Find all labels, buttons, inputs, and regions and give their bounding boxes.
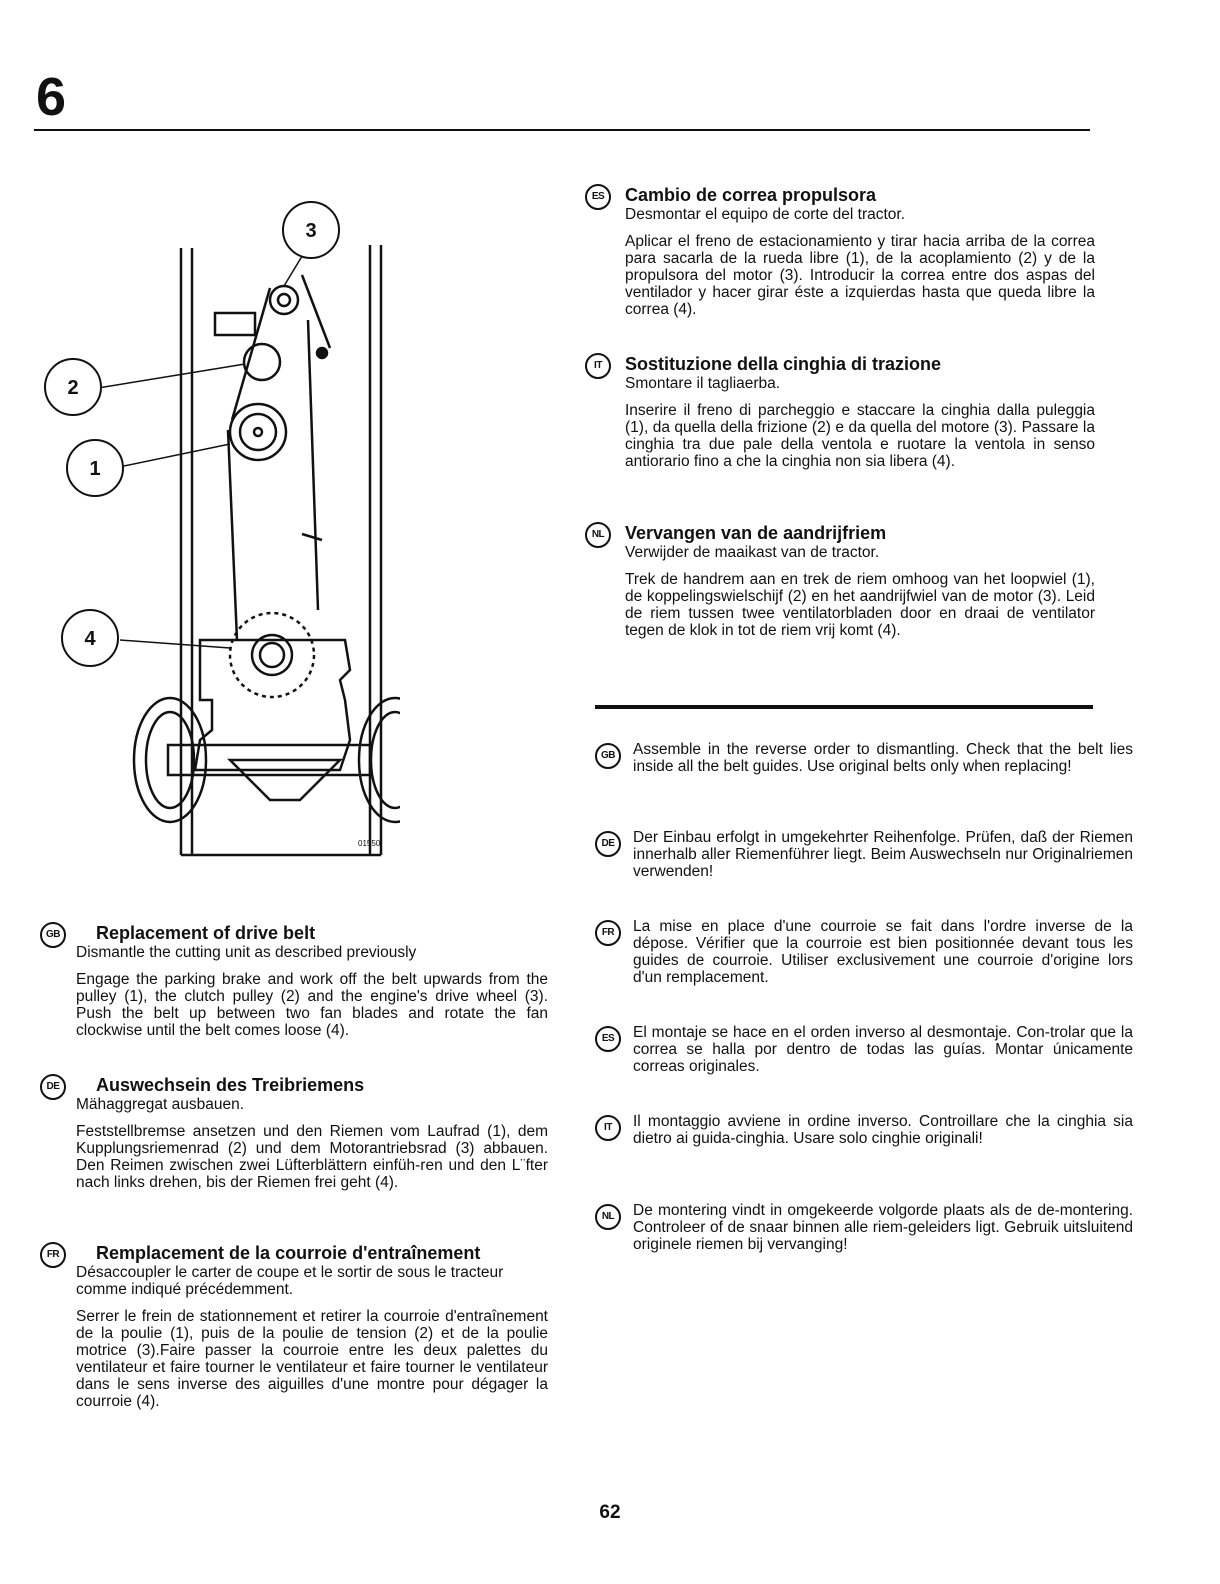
lang-de-icon: DE bbox=[40, 1074, 66, 1100]
section-de bbox=[40, 1074, 548, 1199]
lang-fr-icon: FR bbox=[595, 920, 621, 946]
section-gb bbox=[40, 922, 548, 1047]
section-subtitle: Dismantle the cutting unit as described previously bbox=[76, 944, 417, 961]
section-subtitle: Mähaggregat ausbauen. bbox=[76, 1096, 245, 1113]
lang-nl-icon: NL bbox=[585, 522, 611, 548]
section-subtitle: Verwijder de maaikast van de tractor. bbox=[625, 544, 880, 561]
lang-de-icon: DE bbox=[595, 831, 621, 857]
note-text: Der Einbau erfolgt in umgekehrter Reihenfolge. Prüfen, daß der Riemen innerhalb aller Riemenführer liegt. Beim Auswechseln nur Originalriemen verwenden! bbox=[633, 829, 1133, 880]
section-subtitle: Désaccoupler le carter de coupe et le sortir de sous le tracteur comme indiqué précédemment. bbox=[76, 1264, 504, 1298]
section-title: Vervangen van de aandrijfriem bbox=[625, 523, 887, 543]
section-subtitle: Smontare il tagliaerba. bbox=[625, 375, 781, 392]
lang-it-icon: IT bbox=[585, 353, 611, 379]
section-es bbox=[585, 184, 1095, 326]
note-text: La mise en place d'une courroie se fait dans l'ordre inverse de la dépose. Vérifier que la courroie est bien positionnée devant tous les guides de courroie. Utiliser exclusivement une courroie d'origine lors d'un remplacement. bbox=[633, 918, 1133, 986]
section-title: Replacement of drive belt bbox=[96, 923, 316, 943]
note-nl bbox=[595, 1202, 1133, 1253]
section-divider bbox=[595, 705, 1093, 709]
section-title: Remplacement de la courroie d'entraînement bbox=[96, 1243, 481, 1263]
drive-belt-diagram bbox=[40, 200, 400, 870]
section-body: Serrer le frein de stationnement et retirer la courroie d'entraînement de la poulie (1), puis de la poulie de tension (2) et de la poulie motrice (3).Faire passer la courroie entre les deux palettes du ventilateur et faire tourner le ventilateur et faire tourner le ventilateur dans le sens inverse des aiguilles d'une montre pour dégager la courroie (4). bbox=[76, 1308, 548, 1410]
section-title: Sostituzione della cinghia di trazione bbox=[625, 354, 942, 374]
lang-fr-icon: FR bbox=[40, 1242, 66, 1268]
callout-1: 1 bbox=[89, 458, 101, 480]
page-number: 62 bbox=[599, 1502, 621, 1523]
callout-4: 4 bbox=[84, 628, 96, 650]
section-body: Trek de handrem aan en trek de riem omhoog van het loopwiel (1), de koppelingswielschijf (2) en het aandrijfwiel van de motor (3). Leid de riem tussen twee ventilatorbladen door en draai de ventilator tegen de klok in tot de riem vrij komt (4). bbox=[625, 571, 1095, 639]
section-title: Auswechsein des Treibriemens bbox=[96, 1075, 365, 1095]
section-body: Aplicar el freno de estacionamiento y tirar hacia arriba de la correa para sacarla de la rueda libre (1), de la acoplamiento (2) y de la propulsora del motor (3). Introducir la correa entre dos aspas del ventilador y hacer girar éste a izquierdas hasta que queda libre la correa (4). bbox=[625, 233, 1095, 318]
header-rule bbox=[34, 129, 1090, 131]
lang-gb-icon: GB bbox=[595, 743, 621, 769]
section-title: Cambio de correa propulsora bbox=[625, 185, 877, 205]
lang-es-icon: ES bbox=[585, 184, 611, 210]
note-gb bbox=[595, 741, 1133, 775]
chapter-number: 6 bbox=[36, 67, 67, 127]
section-body: Inserire il freno di parcheggio e staccare la cinghia dalla puleggia (1), da quella della frizione (2) e da quella del motore (3). Passare la cinghia tra due pale della ventola e ruotare la ventola in senso antiorario fino a che la cinghia non sia libera (4). bbox=[625, 402, 1095, 470]
callout-3: 3 bbox=[305, 220, 317, 242]
section-fr bbox=[40, 1242, 548, 1418]
note-text: De montering vindt in omgekeerde volgorde plaats als de de-montering. Controleer of de snaar binnen alle riem-geleiders ligt. Gebruik uitsluitend originele riemen bij vervanging! bbox=[633, 1202, 1133, 1253]
note-text: Il montaggio avviene in ordine inverso. Controillare che la cinghia sia dietro ai guida-cinghia. Usare solo cinghie originali! bbox=[633, 1113, 1133, 1147]
lang-nl-icon: NL bbox=[595, 1204, 621, 1230]
note-text: El montaje se hace en el orden inverso al desmontaje. Con-trolar que la correa se halla por dentro de todas las guías. Montar únicamente correas originales. bbox=[633, 1024, 1133, 1075]
lang-gb-icon: GB bbox=[40, 922, 66, 948]
section-nl bbox=[585, 522, 1095, 647]
section-body: Feststellbremse ansetzen und den Riemen vom Laufrad (1), dem Kupplungsriemenrad (2) und dem Motorantriebsrad (3) abbauen. Den Reimen zwischen zwei Lüfterblättern einfüh-ren und den L¨fter nach links drehen, bis der Riemen frei geht (4). bbox=[76, 1123, 548, 1191]
note-es bbox=[595, 1024, 1133, 1075]
section-body: Engage the parking brake and work off the belt upwards from the pulley (1), the clutch pulley (2) and the engine's drive wheel (3). Push the belt up between two fan blades and rotate the fan clockwise until the belt comes loose (4). bbox=[76, 971, 548, 1039]
lang-it-icon: IT bbox=[595, 1115, 621, 1141]
diagram-code: 01550 bbox=[358, 839, 381, 848]
callout-2: 2 bbox=[67, 377, 79, 399]
section-it bbox=[585, 353, 1095, 478]
lang-es-icon: ES bbox=[595, 1026, 621, 1052]
note-de bbox=[595, 829, 1133, 880]
note-text: Assemble in the reverse order to dismantling. Check that the belt lies inside all the belt guides. Use original belts only when replacing! bbox=[633, 741, 1133, 775]
note-it bbox=[595, 1113, 1133, 1147]
note-fr bbox=[595, 918, 1133, 986]
section-subtitle: Desmontar el equipo de corte del tractor. bbox=[625, 206, 906, 223]
